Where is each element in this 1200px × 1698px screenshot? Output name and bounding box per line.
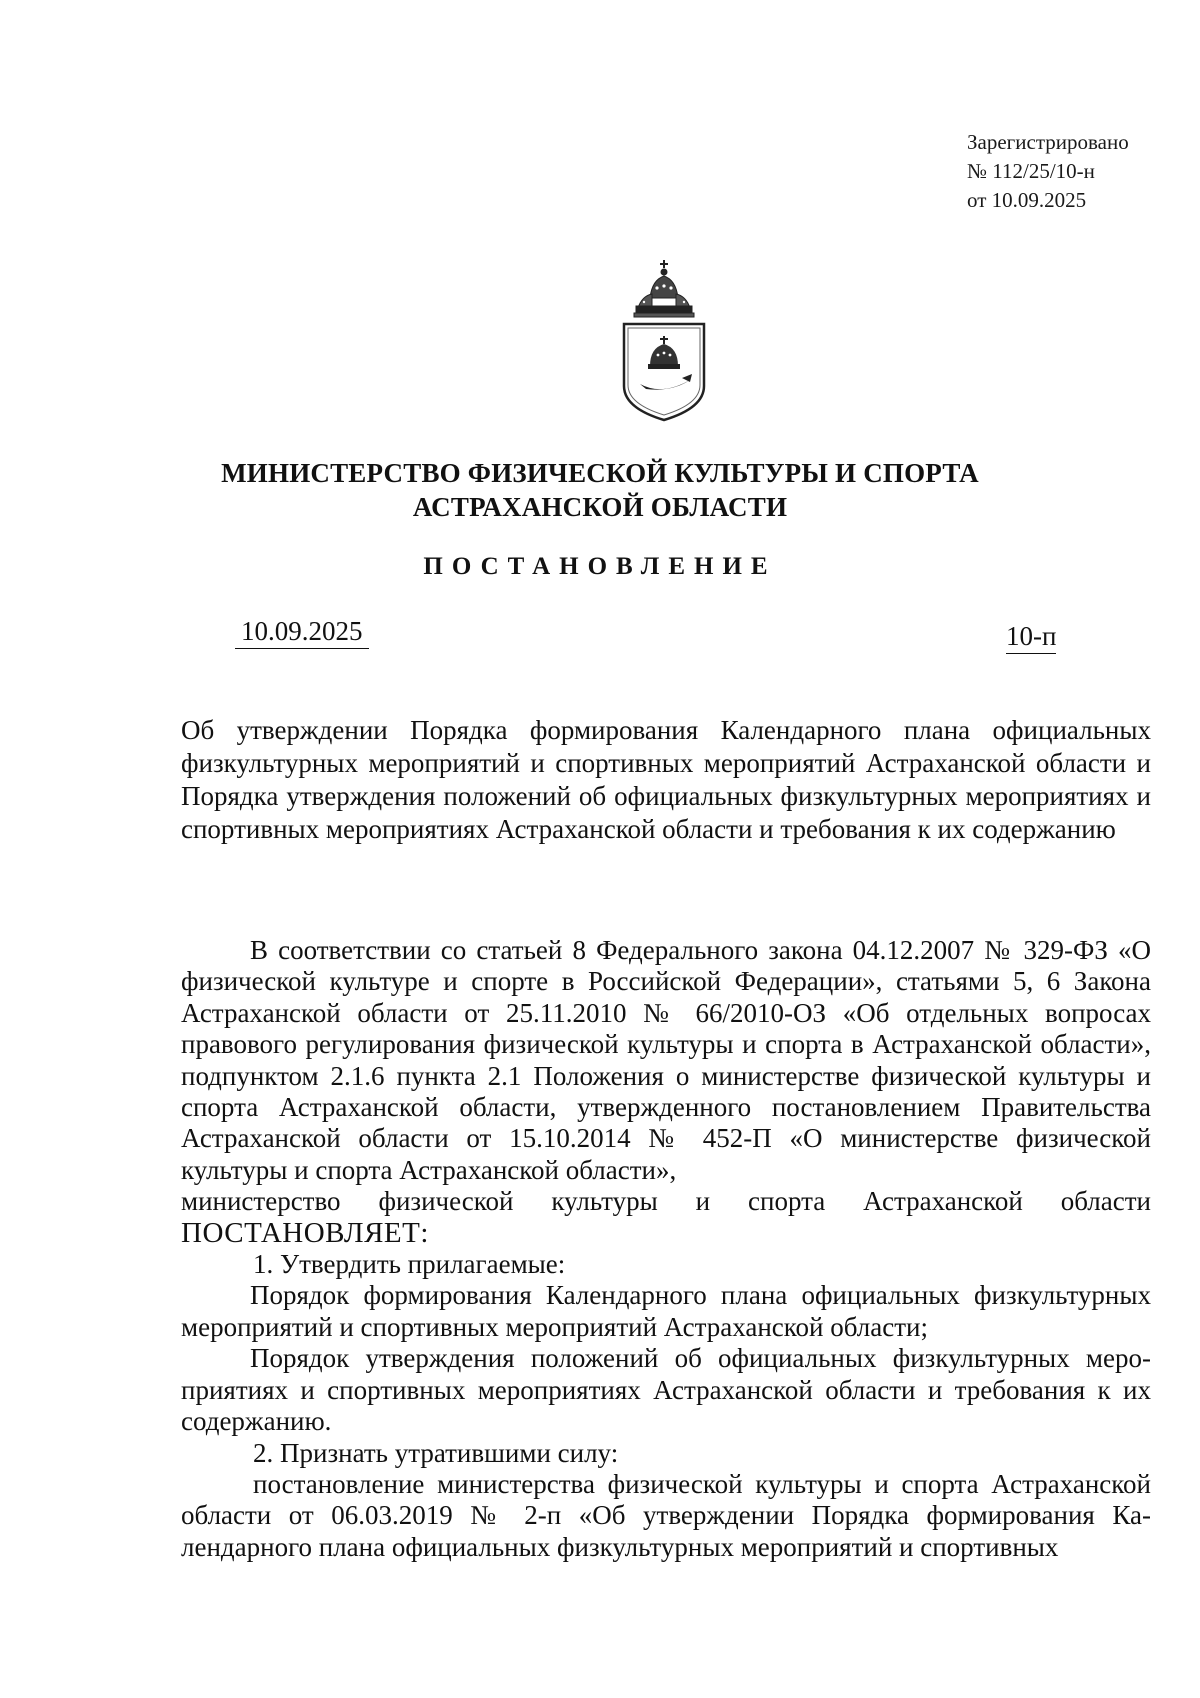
registration-number: № 112/25/10-н <box>967 159 1095 183</box>
item-1-approved-order-calendar: Порядок формирования Календарного плана официальных физкультурных мероприятий и спортивных мероприятий Астраханской области; <box>181 1280 1151 1342</box>
authority-word: физической <box>378 1186 514 1217</box>
ministry-name-line1: МИНИСТЕРСТВО ФИЗИЧЕСКОЙ КУЛЬТУРЫ И СПОРТА <box>221 458 979 488</box>
registration-stamp <box>967 128 1129 215</box>
authority-word: Астраханской <box>863 1186 1023 1217</box>
registration-date: от 10.09.2025 <box>967 188 1087 212</box>
registration-label: Зарегистрировано <box>967 130 1129 154</box>
authority-word: министерство <box>181 1186 341 1217</box>
resolves-word: ПОСТАНОВЛЯЕТ: <box>181 1216 429 1249</box>
decree-number: 10-п <box>1006 621 1056 654</box>
document-type-title: ПОСТАНОВЛЕНИЕ <box>423 553 777 580</box>
decree-body <box>181 935 1151 1563</box>
authority-word: и <box>695 1186 711 1217</box>
item-1: 1. Утвердить прилагаемые: <box>253 1249 566 1280</box>
ministry-name <box>0 456 1200 524</box>
preamble-paragraph: В соответствии со статьей 8 Федерального закона 04.12.2007 № 329-ФЗ «О физической культуре и спорте в Российской Федерации», статьями 5, 6 Закона Астраханской области от 25.11.2010 № 66/2010-ОЗ «Об отдельных вопросах правового регулирования физической культуры и спорта в Астраханской области», подпунктом 2.1.6 пункта 2.1 Положения о министерстве физической культуры и спорта Астраханской области, утвержденного постановлением Правительства Астраханской области от 15.10.2014 № 452-П «О министерстве физической культуры и спорта Астраханской области», <box>181 935 1151 1185</box>
authority-word: спорта <box>748 1186 826 1217</box>
authority-word: области <box>1060 1186 1151 1217</box>
item-2-repealed-decree: постановление министерства физической культуры и спорта Астраханской области от 06.03.2019 № 2-п «Об утверждении Порядка формирования Календарного плана официальных физкультурных мероприятий и спортивных <box>181 1468 1151 1562</box>
authority-line <box>181 1186 1151 1217</box>
decree-date: 10.09.2025 <box>235 616 369 649</box>
decree-subject: Об утверждении Порядка формирования Календарного плана официальных физкультурных мероприятий и спортивных мероприятий Астраханской области и Порядка утверждения положений об официальных физкультурных мероприятиях и спортивных мероприятиях Астраханской области и требования к их содержанию <box>181 715 1151 844</box>
ministry-name-line2: АСТРАХАНСКОЙ ОБЛАСТИ <box>412 492 788 522</box>
item-2: 2. Признать утратившими силу: <box>253 1437 619 1468</box>
item-1-approved-order-regulations: Порядок утверждения положений об официальных физкультурных мероприятиях и спортивных мероприятиях Астраханской области и требования к их содержанию. <box>181 1343 1151 1437</box>
astrakhan-coat-of-arms-icon <box>612 258 717 423</box>
authority-word: культуры <box>551 1186 658 1217</box>
